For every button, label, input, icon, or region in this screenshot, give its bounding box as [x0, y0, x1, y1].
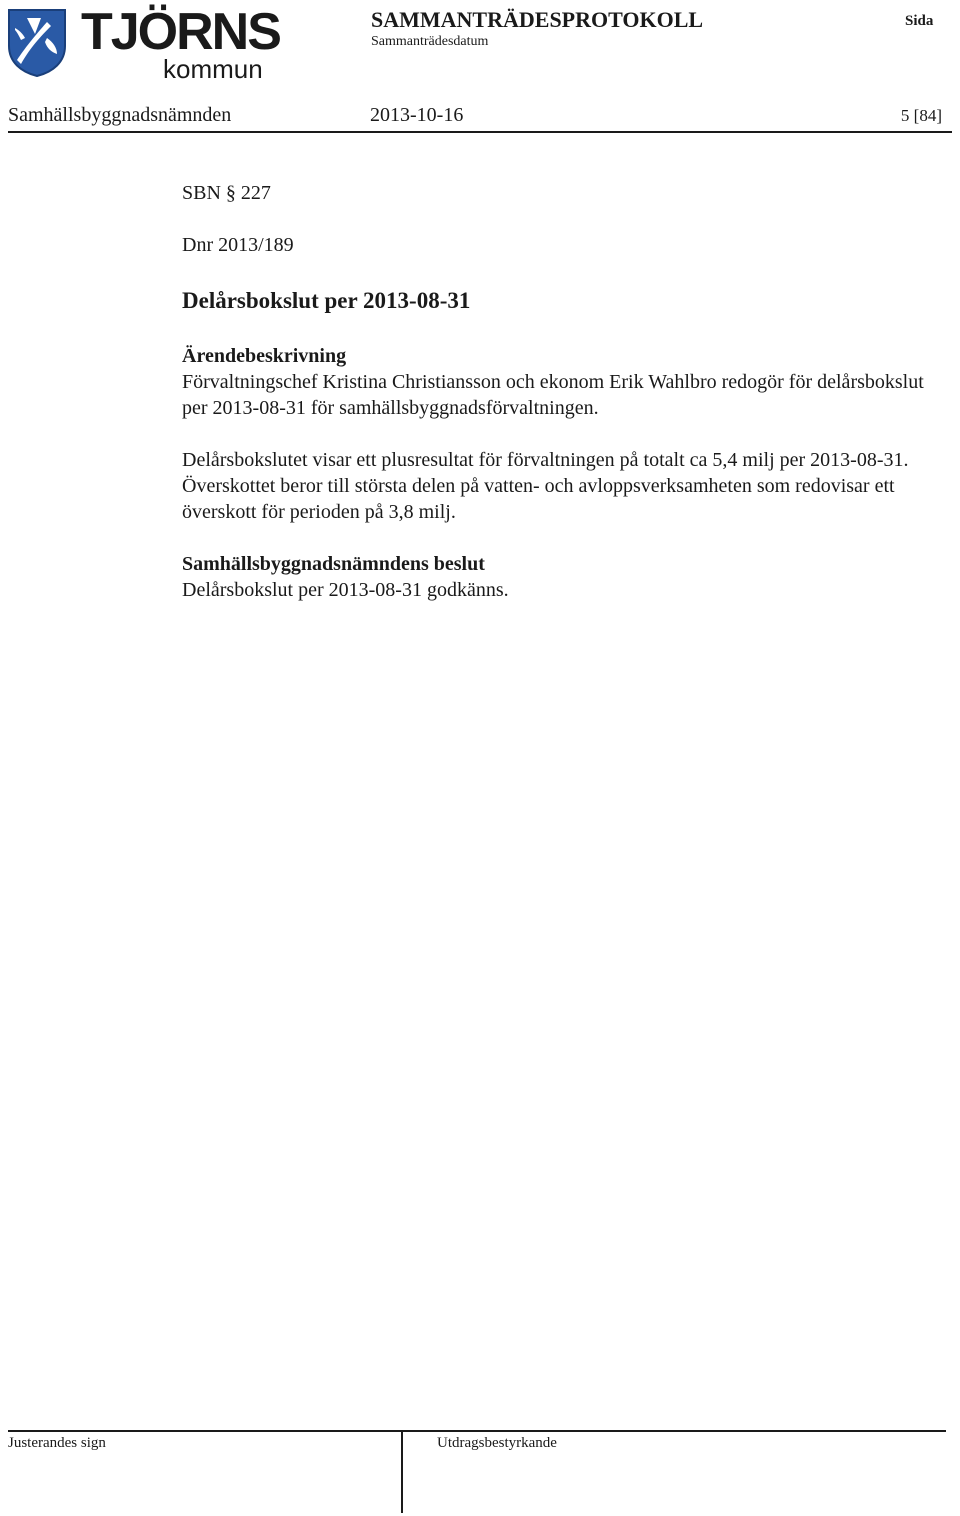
header-divider [8, 131, 952, 133]
footer-column-divider [401, 1431, 403, 1513]
decision-section [182, 551, 952, 603]
adjusters-signature-label: Justerandes sign [8, 1435, 106, 1451]
logo-subtitle: kommun [163, 54, 263, 84]
extract-certification-label: Utdragsbestyrkande [437, 1435, 557, 1451]
municipality-logo [7, 3, 280, 84]
municipal-coat-of-arms-icon [7, 8, 67, 78]
meeting-date: 2013-10-16 [370, 104, 464, 126]
case-title: Delårsbokslut per 2013-08-31 [182, 288, 471, 313]
protocol-title: SAMMANTRÄDESPROTOKOLL [371, 7, 704, 32]
description-paragraph: Förvaltningschef Kristina Christiansson och ekonom Erik Wahlbro redogör för delårsbokslut per 2013-08-31 för samhällsbyggnadsförvaltningen. [182, 371, 924, 419]
summary-paragraph: Delårsbokslutet visar ett plusresultat för förvaltningen på totalt ca 5,4 milj per 2013-08-31. Överskottet beror till största delen på vatten- och avloppsverksamheten som redovisar ett överskott för perioden på 3,8 milj. [182, 449, 909, 523]
case-dnr: Dnr 2013/189 [182, 234, 294, 256]
decision-heading: Samhällsbyggnadsnämndens beslut [182, 553, 485, 575]
summary-section [182, 447, 952, 525]
decision-paragraph: Delårsbokslut per 2013-08-31 godkänns. [182, 579, 509, 601]
case-number: SBN § 227 [182, 182, 271, 204]
logo-wordmark: TJÖRNS [81, 3, 280, 61]
protocol-date-label: Sammanträdesdatum [371, 34, 489, 49]
description-section [182, 343, 952, 421]
committee-name: Samhällsbyggnadsnämnden [8, 104, 232, 126]
page-number: 5 [84] [900, 106, 942, 125]
description-heading: Ärendebeskrivning [182, 345, 347, 367]
page-label: Sida [905, 13, 934, 29]
footer-divider [8, 1430, 946, 1432]
